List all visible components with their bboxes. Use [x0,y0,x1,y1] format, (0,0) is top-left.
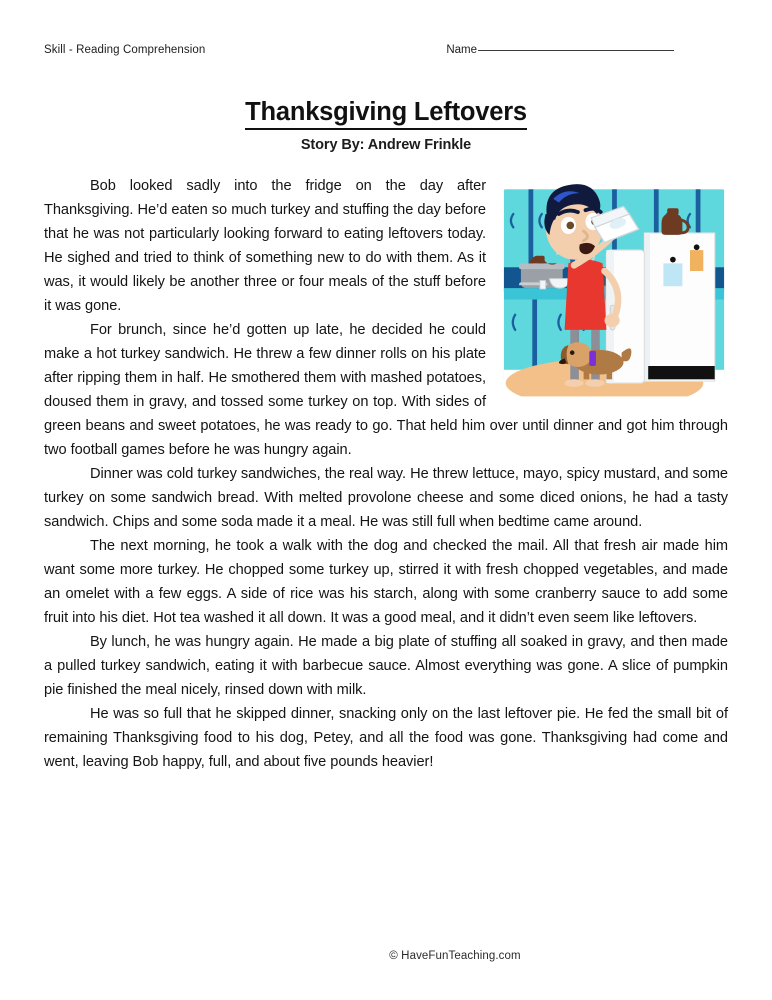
copyright-text: © HaveFunTeaching.com [389,950,521,962]
story-illustration [500,174,728,406]
story-paragraph: For brunch, since he’d gotten up late, he decided he could make a hot turkey sandwich. He threw a few dinner rolls on his plate after ripping them in half. He smothered them with mashed potatoes, doused them in gravy, and tossed some turkey on top. With sides of green beans and sweet potatoes, he was ready to go. That held him over until dinner and got him through two football games before he was hungry again. [44,322,728,458]
kitchen-illustration-svg [500,174,728,406]
story-paragraph: He was so full that he skipped dinner, snacking only on the last leftover pie. He fed the small bit of remaining Thanksgiving food to his dog, Petey, and all the food was gone. Thanksgiving had come and went, leaving Bob happy, full, and about five pounds heavier! [44,706,728,770]
story-paragraph: Bob looked sadly into the fridge on the day after Thanksgiving. He’d eaten so much turkey and stuffing the day before that he was not particularly looking forward to eating leftovers today. He sighed and tried to think of something new to do with them. As it was, it would likely be another three or four meals of the stuff before it was gone. [44,178,486,314]
story-paragraph: The next morning, he took a walk with the dog and checked the mail. All that fresh air made him want some more turkey. He chopped some turkey up, stirred it with fresh chopped vegetables, and made an omelet with a few eggs. A side of rice was his starch, along with some cranberry sauce to add some fruit into his diet. Hot tea washed it all down. It was a good meal, and it didn’t even seem like leftovers. [44,538,728,626]
story-body [44,174,728,774]
page-title: Thanksgiving Leftovers [245,98,527,130]
worksheet-footer [0,950,772,962]
title-block [0,98,772,153]
kitchen-scene-image [500,174,728,406]
byline: Story By: Andrew Frinkle [300,136,472,153]
name-write-line[interactable] [478,50,674,51]
story-paragraph: Dinner was cold turkey sandwiches, the real way. He threw lettuce, mayo, spicy mustard, and some turkey on some sandwich bread. With melted provolone cheese and some diced onions, he had a tasty sandwich. Chips and some soda made it a meal. He was still full when bedtime came around. [44,466,728,530]
story-paragraph: By lunch, he was hungry again. He made a big plate of stuffing all soaked in gravy, and then made a pulled turkey sandwich, eating it with barbecue sauce. Almost everything was gone. A slice of pumpkin pie finished the meal nicely, rinsed down with milk. [44,634,728,698]
skill-label: Skill - Reading Comprehension [44,44,206,56]
name-label: Name [446,44,477,56]
name-field[interactable] [446,44,674,56]
worksheet-header [44,44,728,66]
